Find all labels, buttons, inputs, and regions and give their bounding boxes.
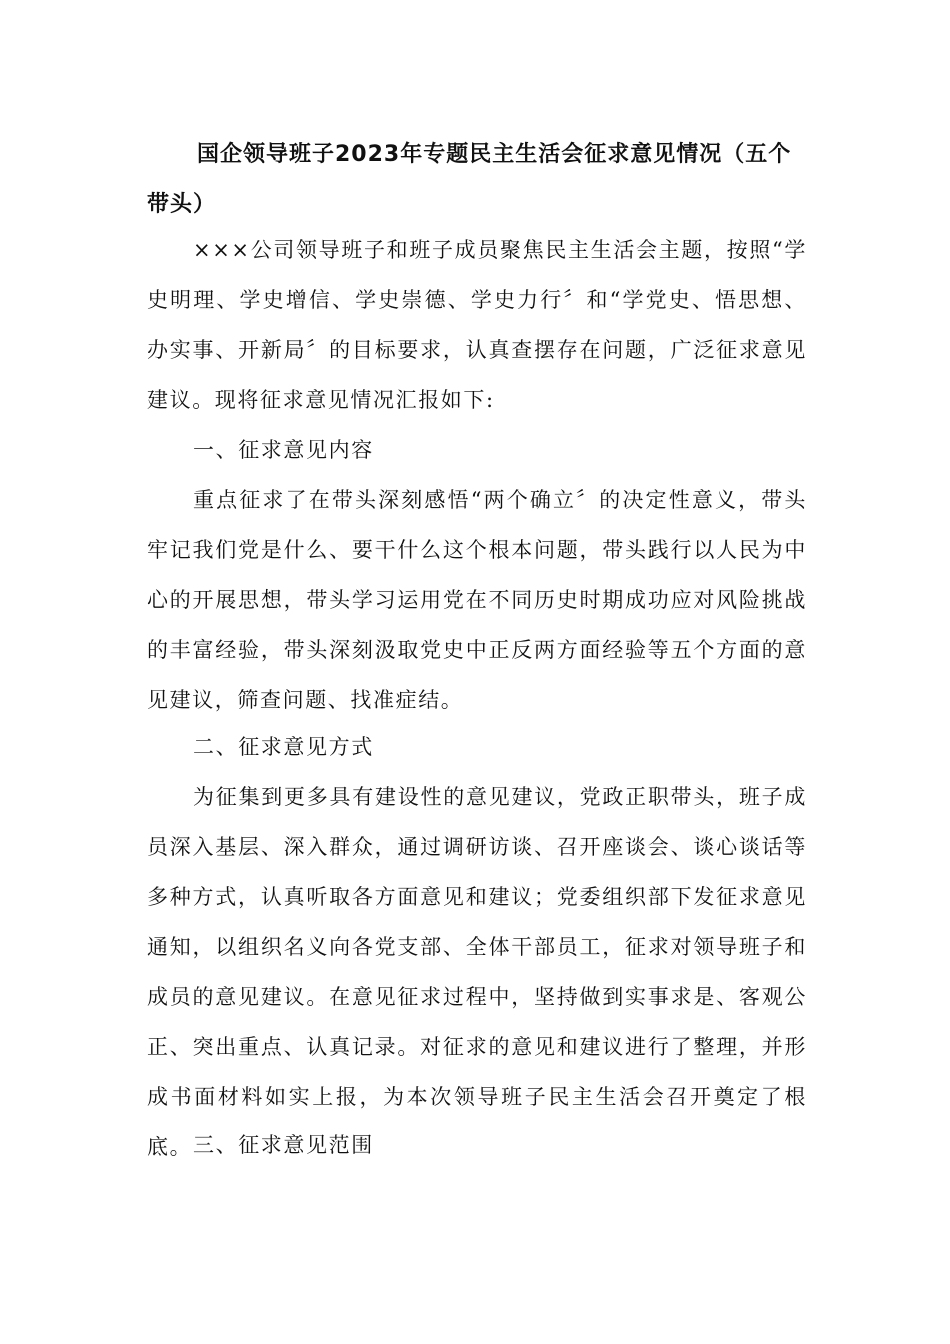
section-heading-method: 二、征求意见方式 [193, 735, 374, 759]
section-body-content: 重点征求了在带头深刻感悟“两个确立〞的决定性意义，带头牢记我们党是什么、要干什么这个根本问题，带头践行以人民为中心的开展思想，带头学习运用党在不同历史时期成功应对风险挑战的丰富经验，带头深刻汲取党史中正反两方面经验等五个方面的意见建议，筛查问题、找准症结。 [147, 488, 807, 712]
section-heading-scope: 三、征求意见范围 [193, 1133, 374, 1157]
document-title: 国企领导班子2023年专题民主生活会征求意见情况（五个带头） [147, 142, 792, 217]
intro-paragraph: ×××公司领导班子和班子成员聚焦民主生活会主题，按照“学史明理、学史增信、学史崇德、学史力行〞和“学党史、悟思想、办实事、开新局〞的目标要求，认真查摆存在问题，广泛征求意见建议。现将征求意见情况汇报如下: [147, 238, 807, 412]
section-body-method: 为征集到更多具有建设性的意见建议，党政正职带头，班子成员深入基层、深入群众，通过调研访谈、召开座谈会、谈心谈话等多种方式，认真听取各方面意见和建议；党委组织部下发征求意见通知，以组织名义向各党支部、全体干部员工，征求对领导班子和成员的意见建议。在意见征求过程中，坚持做到实事求是、客观公正、突出重点、认真记录。对征求的意见和建议进行了整理，并形成书面材料如实上报，为本次领导班子民主生活会召开奠定了根底。 [147, 785, 807, 1159]
section-heading-content: 一、征求意见内容 [193, 438, 374, 462]
